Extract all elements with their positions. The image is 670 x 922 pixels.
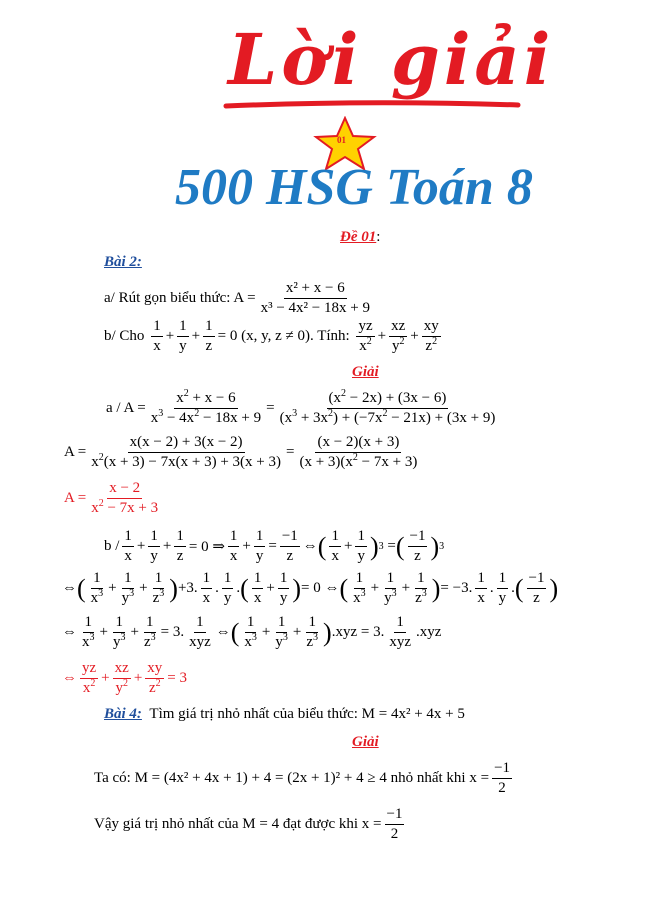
part-b-condition: = 0 (x, y, z ≠ 0). Tính:: [217, 328, 350, 345]
frac1-den: 2: [498, 780, 506, 797]
problem2-part-a: [104, 280, 375, 318]
problem4-heading: Bài 4:: [104, 706, 142, 722]
solution4-line1: [94, 760, 515, 798]
solution-a-line2: A = $\frac{x(x - 2) + 3(x - 2)}{x^2(x + 3) - 7x(x + 3) + 3(x + 3)}$ = $\frac{(x - 2)(x + 3)}{(x + 3)(x^2 - 7x + 3)}$: [64, 434, 418, 471]
problem2-part-b: b/ Cho $\frac{1}{x}$ + $\frac{1}{y}$ + $\frac{1}{z}$ = 0 (x, y, z ≠ 0). Tính: $\frac{yz}{x^2}$ + $\frac{xz}{y^2}$ + $\frac{xy}{z^2}$: [104, 318, 439, 355]
frac2-den: 2: [390, 826, 399, 843]
solution4-heading: Giải: [352, 734, 379, 750]
star-number: 01: [337, 135, 346, 145]
exam-colon: :: [376, 229, 381, 245]
part-a-den: x³ − 4x² − 18x + 9: [260, 300, 370, 317]
part-a-prefix: a/ Rút gọn biểu thức: A =: [104, 290, 256, 307]
solution2-heading: Giải: [352, 364, 379, 380]
solution-b-result: ⇔ $\frac{yz}{x^2}$ + $\frac{xz}{y^2}$ + $\frac{xy}{z^2}$ = 3: [62, 660, 187, 697]
title-underline: [222, 98, 522, 112]
exam-label-row: [340, 229, 380, 246]
part-b-prefix: b/ Cho: [104, 328, 145, 345]
problem4-statement: Tìm giá trị nhỏ nhất của biểu thức: M = 4x² + 4x + 5: [149, 706, 465, 722]
solution4-line2: [94, 806, 407, 844]
frac2-num: −1: [385, 806, 405, 825]
solution4-line1-text: Ta có: M = (4x² + 4x + 1) + 4 = (2x + 1)² + 4 ≥ 4 nhỏ nhất khi x =: [94, 770, 490, 787]
main-title: 500 HSG Toán 8: [175, 159, 533, 216]
exam-label: Đề 01: [340, 229, 377, 245]
solution-a-result: A = $\frac{x - 2}{x^2 - 7x + 3}$: [64, 480, 159, 517]
handwritten-title: Lời giải: [228, 18, 555, 101]
frac1-num: −1: [492, 760, 512, 779]
problem4-row: [104, 706, 465, 723]
solution-b-line3: ⇔ $\frac{1}{x^3}$ + $\frac{1}{y^3}$ + $\frac{1}{z^3}$ = 3. $\frac{1}{\text{xyz}}$ ⇔ ( $\frac{1}{x^3}$ + $\frac{1}{y^3}$ + $\frac{1}{z^3}$ ) .xyz = 3. $\frac{1}{\text{xyz}}$ .xyz: [62, 614, 442, 651]
solution-b-line2: ⇔ ( $\frac{1}{x^3}$ + $\frac{1}{y^3}$ + $\frac{1}{z^3}$ ) +3. $\frac{1}{x}$ . $\frac{1}{y}$ . ( $\frac{1}{x}$ + $\frac{1}{y}$ ) = 0 ⇔ ( $\frac{1}{x^3}$ + $\frac{1}{y^3}$ + $\frac{1}{z^3}$ ) = −3. $\frac{1}{x}$ . $\frac{1}{y}$ . ( $\frac{-1}{z}$ ): [62, 570, 559, 607]
solution-a-line1: a / A = $\frac{x^2 + x - 6}{x^3 - 4x^2 - 18x + 9}$ = $\frac{(x^2 - 2x) + (3x - 6)}{(x^3 + 3x^2) + (-7x^2 - 21x) + (3x + 9)}$: [106, 388, 496, 427]
solution-b-line1: b / $\frac{1}{x}$ + $\frac{1}{y}$ + $\frac{1}{z}$ = 0 ⇒ $\frac{1}{x}$ + $\frac{1}{y}$ = $\frac{-1}{z}$ ⇔ ( $\frac{1}{x}$ + $\frac{1}{y}$ ) 3 = ( $\frac{-1}{z}$ ) 3: [104, 528, 445, 565]
part-a-num: x² + x − 6: [284, 280, 347, 299]
part-a-fraction: [259, 280, 372, 318]
solution4-line2-text: Vậy giá trị nhỏ nhất của M = 4 đạt được khi x =: [94, 816, 382, 833]
problem2-heading: Bài 2:: [104, 254, 142, 270]
